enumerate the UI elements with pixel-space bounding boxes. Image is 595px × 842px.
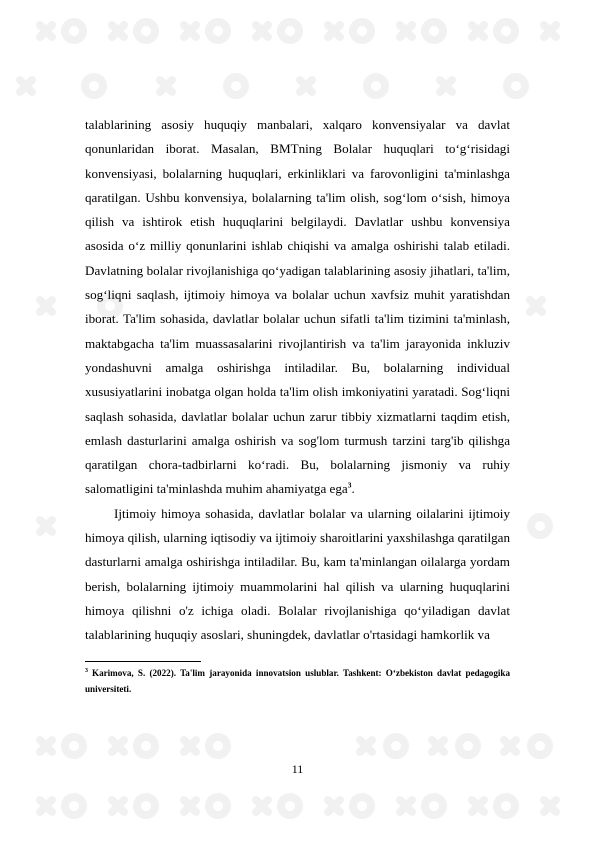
watermark-logo xyxy=(40,797,556,815)
paragraph-2: Ijtimoiy himoya sohasida, davlatlar bolalar va ularning oilalarini ijtimoiy himoya qilish, ularning iqtisodiy va ijtimoiy sharoitlarini yaxshilashga qaratilgan dasturlarni amalga oshirishga intiladilar. Bu, kam ta'minlangan oilalarga yordam berish, bolalarning ijtimoiy muammolarini hal qilish va ularning huquqlarini himoya qilishni o'z ichiga oladi. Bolalar rivojlanishiga qo‘yiladigan davlat talablarining huquqiy asoslari, shuningdek, davlatlar o'rtasidagi hamkorlik va xyxy=(85,505,510,643)
footnote-text: Karimova, S. (2022). Ta'lim jarayonida innovatsion uslublar. Tashkent: O‘zbekiston davlat pedagogika universiteti. xyxy=(85,668,510,694)
paragraph-1-text: talablarining asosiy huquqiy manbalari, xalqaro konvensiyalar va davlat qonunlaridan iborat. Masalan, BMTning Bolalar huquqlari to‘g‘risidagi konvensiyasi, bolalarning huquqlari, erkinliklari va farovonligini ta'minlashga qaratilgan. Ushbu konvensiya, bolalarning ta'lim olish, sog‘lom o‘sish, himoya qilish va ishtirok etish huquqlarini belgilaydi. Davlatlar ushbu konvensiya asosida o‘z milliy qonunlarini ishlab chiqishi va amalga oshirishi talab etiladi. Davlatning bolalar rivojlanishiga qo‘yadigan talablarining asosiy jihatlari, ta'lim, sog‘liqni saqlash, ijtimoiy himoya va bolalar uchun xavfsiz muhit yaratishdan iborat. Ta'lim sohasida, davlatlar bolalar uchun sifatli ta'lim tizimini ta'minlash, maktabgacha ta'lim muassasalarini rivojlantirish va ta'lim jarayonida inkluziv yondashuvni amalga oshirishga intiladilar. Bu, bolalarning individual xususiyatlarini inobatga olgan holda ta'lim olish imkoniyatini yaratadi. Sog‘liqni saqlash sohasida, davlatlar bolalar uchun zarur tibbiy xizmatlarni taqdim etish, emlash dasturlarini amalga oshirish va sog'lom turmush tarzini targ'ib qilishga qaratilgan chora-tadbirlarni ko‘radi. Bu, bolalarning jismoniy va ruhiy salomatligini ta'minlashda muhim ahamiyatga ega xyxy=(85,117,510,497)
watermark-logo xyxy=(40,737,549,755)
footnote-separator xyxy=(85,661,201,662)
paragraph-1 xyxy=(85,113,510,502)
watermark-logo xyxy=(40,22,556,40)
footnote xyxy=(85,666,510,697)
page-number: 11 xyxy=(291,762,304,776)
footnote-reference[interactable]: 3 xyxy=(347,481,352,491)
paragraph-1-end: . xyxy=(351,481,355,497)
footnote-marker: 3 xyxy=(85,667,88,674)
body-text xyxy=(85,113,510,648)
watermark-logo xyxy=(20,77,525,95)
